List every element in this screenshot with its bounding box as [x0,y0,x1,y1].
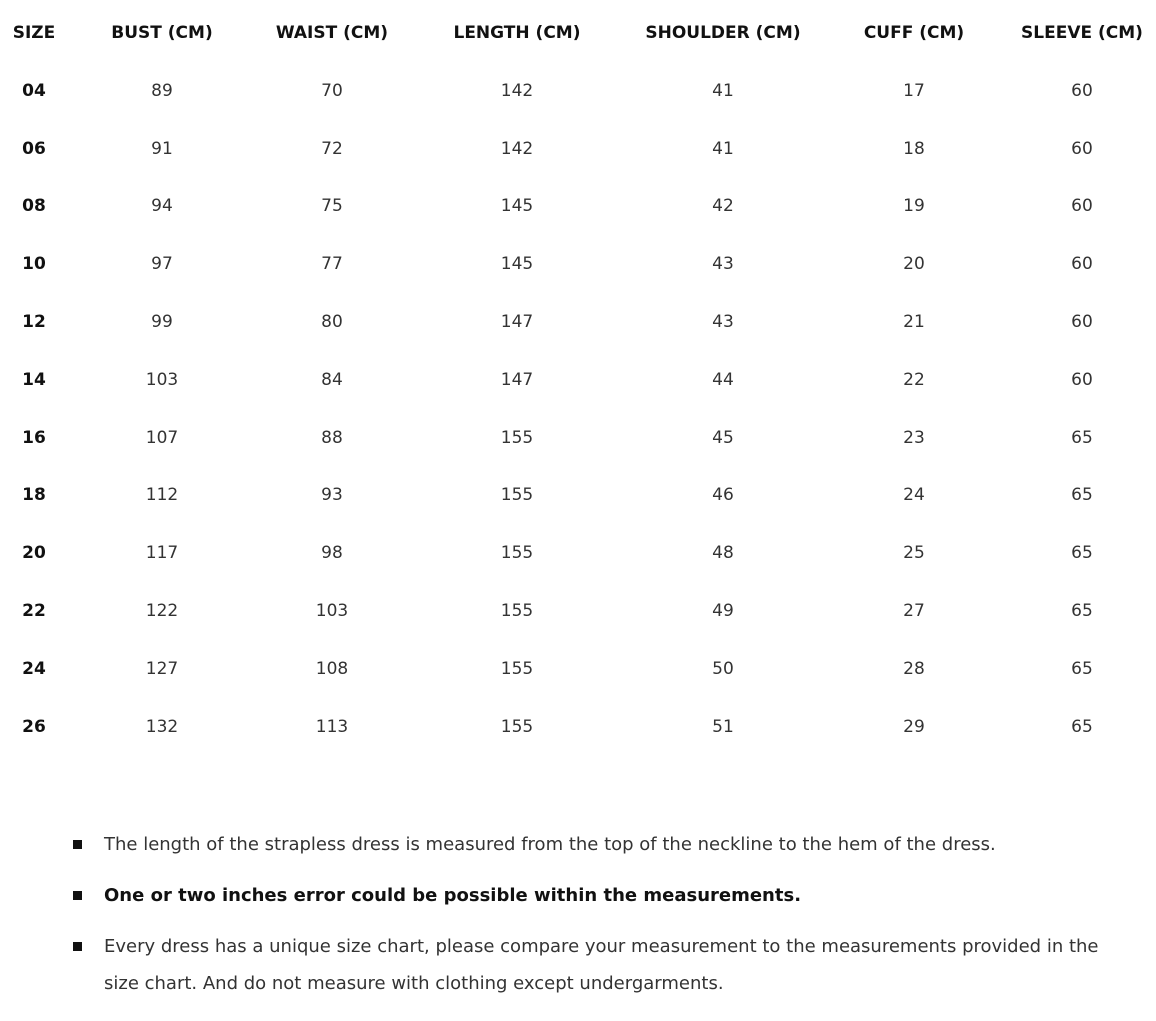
cell-shoulder: 51 [712,716,734,737]
cell-cuff: 27 [903,601,925,622]
table-row [0,524,1156,582]
header-cuff: CUFF (CM) [863,23,965,43]
notes-list [104,826,1134,1002]
cell-shoulder: 46 [712,485,734,506]
table-row [0,640,1156,698]
cell-waist: 113 [315,716,349,737]
table-row [0,467,1156,525]
cell-length: 155 [500,601,534,622]
cell-length: 155 [500,658,534,679]
cell-sleeve: 60 [1071,196,1093,217]
cell-sleeve: 60 [1071,312,1093,333]
cell-bust: 99 [151,312,173,333]
cell-size: 08 [22,196,46,217]
header-bust: BUST (CM) [111,23,213,43]
cell-cuff: 21 [903,312,925,333]
cell-bust: 91 [151,138,173,159]
cell-size: 04 [22,80,46,101]
cell-cuff: 17 [903,80,925,101]
cell-size: 24 [22,658,46,679]
cell-shoulder: 45 [712,427,734,448]
note-item: One or two inches error could be possible within the measurements. [104,877,1134,914]
cell-bust: 122 [145,601,179,622]
cell-waist: 103 [315,601,349,622]
cell-sleeve: 65 [1071,485,1093,506]
cell-bust: 89 [151,80,173,101]
cell-length: 155 [500,543,534,564]
cell-sleeve: 60 [1071,254,1093,275]
table-row [0,120,1156,178]
cell-length: 155 [500,716,534,737]
cell-size: 26 [22,716,46,737]
cell-shoulder: 42 [712,196,734,217]
table-row [0,698,1156,756]
cell-size: 10 [22,254,46,275]
header-length: LENGTH (CM) [453,23,581,43]
header-size: SIZE [12,23,56,43]
cell-waist: 84 [321,369,343,390]
cell-waist: 98 [321,543,343,564]
cell-bust: 97 [151,254,173,275]
cell-length: 155 [500,485,534,506]
cell-cuff: 18 [903,138,925,159]
cell-bust: 127 [145,658,179,679]
cell-bust: 107 [145,427,179,448]
cell-sleeve: 65 [1071,543,1093,564]
table-body [0,62,1156,756]
table-row [0,351,1156,409]
cell-cuff: 24 [903,485,925,506]
cell-length: 142 [500,138,534,159]
cell-bust: 112 [145,485,179,506]
cell-size: 20 [22,543,46,564]
cell-waist: 88 [321,427,343,448]
cell-shoulder: 41 [712,138,734,159]
cell-sleeve: 65 [1071,716,1093,737]
cell-size: 18 [22,485,46,506]
table-row [0,409,1156,467]
cell-waist: 108 [315,658,349,679]
cell-shoulder: 41 [712,80,734,101]
table-row [0,582,1156,640]
cell-bust: 103 [145,369,179,390]
table-row [0,293,1156,351]
cell-waist: 80 [321,312,343,333]
cell-bust: 94 [151,196,173,217]
size-chart-table [0,4,1156,756]
cell-length: 147 [500,369,534,390]
cell-size: 22 [22,601,46,622]
cell-cuff: 23 [903,427,925,448]
cell-length: 142 [500,80,534,101]
cell-sleeve: 65 [1071,658,1093,679]
cell-length: 155 [500,427,534,448]
cell-waist: 70 [321,80,343,101]
table-row [0,178,1156,236]
cell-waist: 72 [321,138,343,159]
cell-length: 145 [500,254,534,275]
cell-cuff: 22 [903,369,925,390]
table-header-row [0,4,1156,62]
cell-shoulder: 50 [712,658,734,679]
cell-shoulder: 43 [712,312,734,333]
cell-sleeve: 60 [1071,80,1093,101]
cell-waist: 77 [321,254,343,275]
cell-cuff: 25 [903,543,925,564]
cell-sleeve: 60 [1071,138,1093,159]
table-row [0,62,1156,120]
cell-sleeve: 65 [1071,601,1093,622]
cell-bust: 117 [145,543,179,564]
header-waist: WAIST (CM) [275,23,389,43]
cell-cuff: 20 [903,254,925,275]
header-shoulder: SHOULDER (CM) [645,23,801,43]
table-row [0,235,1156,293]
cell-length: 145 [500,196,534,217]
cell-shoulder: 43 [712,254,734,275]
cell-cuff: 19 [903,196,925,217]
note-item: Every dress has a unique size chart, please compare your measurement to the measurements provided in the size chart. And do not measure with clothing except undergarments. [104,928,1134,1002]
header-sleeve: SLEEVE (CM) [1021,23,1143,43]
cell-size: 14 [22,369,46,390]
cell-sleeve: 60 [1071,369,1093,390]
cell-shoulder: 44 [712,369,734,390]
cell-cuff: 29 [903,716,925,737]
cell-size: 06 [22,138,46,159]
cell-waist: 75 [321,196,343,217]
cell-shoulder: 48 [712,543,734,564]
cell-length: 147 [500,312,534,333]
cell-shoulder: 49 [712,601,734,622]
note-item: The length of the strapless dress is measured from the top of the neckline to the hem of the dress. [104,826,1134,863]
cell-bust: 132 [145,716,179,737]
cell-size: 12 [22,312,46,333]
cell-size: 16 [22,427,46,448]
cell-sleeve: 65 [1071,427,1093,448]
cell-waist: 93 [321,485,343,506]
cell-cuff: 28 [903,658,925,679]
